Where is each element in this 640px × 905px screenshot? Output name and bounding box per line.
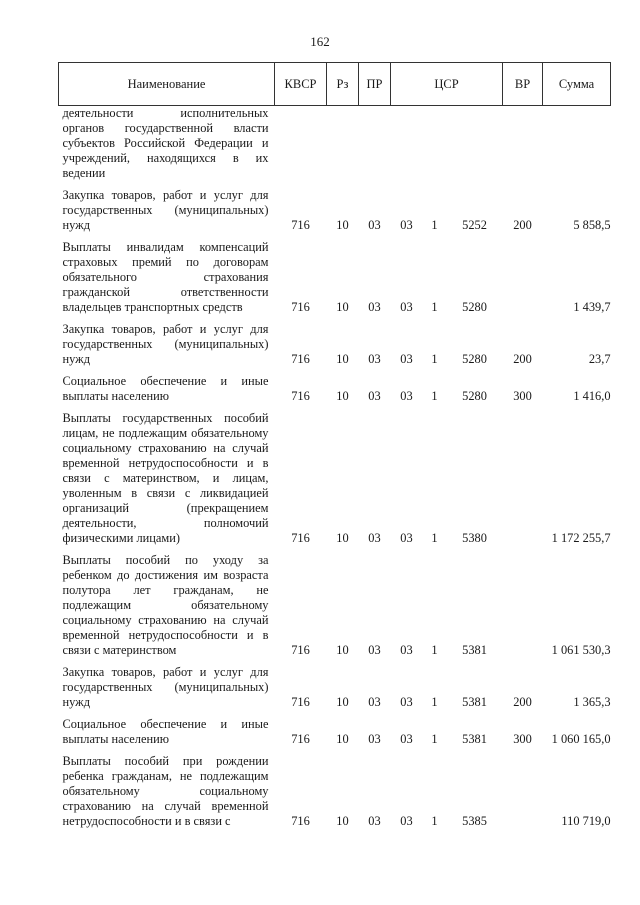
row-pr: 03 xyxy=(368,695,381,709)
row-rz: 10 xyxy=(336,352,349,366)
row-kvsr xyxy=(275,106,327,187)
row-name: Закупка товаров, работ и услуг для государственных (муниципальных) нужд xyxy=(62,665,269,709)
row-rz: 10 xyxy=(336,695,349,709)
row-kvsr: 716 xyxy=(291,814,310,828)
row-pr: 03 xyxy=(368,300,381,314)
row-pr: 03 xyxy=(368,389,381,403)
table-row xyxy=(59,663,611,715)
row-csr-2: 1 xyxy=(431,218,438,232)
row-sum xyxy=(543,106,611,187)
row-csr-2: 1 xyxy=(431,352,438,366)
header-rz: Рз xyxy=(327,63,359,106)
row-csr-1: 03 xyxy=(400,389,413,403)
row-csr-1: 03 xyxy=(400,814,413,828)
row-sum: 1 439,7 xyxy=(573,300,611,314)
header-vr: ВР xyxy=(503,63,543,106)
table-row xyxy=(59,106,611,187)
row-kvsr: 716 xyxy=(291,352,310,366)
row-rz: 10 xyxy=(336,814,349,828)
table-row xyxy=(59,238,611,320)
row-pr: 03 xyxy=(368,732,381,746)
header-sum: Сумма xyxy=(543,63,611,106)
row-csr-2: 1 xyxy=(431,389,438,403)
row-csr-3 xyxy=(447,106,503,187)
table-header-row xyxy=(59,63,611,106)
row-csr-2 xyxy=(423,106,447,187)
row-pr: 03 xyxy=(368,643,381,657)
row-rz: 10 xyxy=(336,643,349,657)
row-csr-1: 03 xyxy=(400,531,413,545)
row-csr-3: 5381 xyxy=(462,695,487,709)
row-csr-1: 03 xyxy=(400,300,413,314)
row-csr-3: 5280 xyxy=(462,300,487,314)
row-vr xyxy=(503,551,543,663)
row-sum: 1 172 255,7 xyxy=(551,531,611,545)
row-sum: 1 060 165,0 xyxy=(551,732,611,746)
row-csr-2: 1 xyxy=(431,695,438,709)
row-sum: 1 061 530,3 xyxy=(551,643,611,657)
row-kvsr: 716 xyxy=(291,218,310,232)
row-csr-2: 1 xyxy=(431,531,438,545)
row-name: Закупка товаров, работ и услуг для государственных (муниципальных) нужд xyxy=(62,188,269,232)
row-name: Закупка товаров, работ и услуг для государственных (муниципальных) нужд xyxy=(62,322,269,366)
row-name: Выплаты пособий по уходу за ребенком до достижения им возраста полутора лет гражданам, не подлежащим обязательному социальному страхованию на случай временной нетрудоспособности и в связи с материнством xyxy=(62,553,269,657)
table-row xyxy=(59,752,611,834)
row-name: Социальное обеспечение и иные выплаты населению xyxy=(62,374,269,403)
row-vr: 200 xyxy=(513,218,532,232)
row-vr: 300 xyxy=(513,732,532,746)
row-csr-1: 03 xyxy=(400,643,413,657)
row-pr: 03 xyxy=(368,218,381,232)
row-csr-3: 5385 xyxy=(462,814,487,828)
row-kvsr: 716 xyxy=(291,643,310,657)
row-kvsr: 716 xyxy=(291,695,310,709)
row-kvsr: 716 xyxy=(291,732,310,746)
header-csr: ЦСР xyxy=(391,63,503,106)
table-row xyxy=(59,551,611,663)
row-name: деятельности исполнительных органов государственной власти субъектов Российской Федерации и учреждений, находящихся в их ведении xyxy=(62,106,269,180)
page-number: 162 xyxy=(310,34,330,49)
row-rz: 10 xyxy=(336,389,349,403)
row-sum: 1 416,0 xyxy=(573,389,611,403)
row-sum: 23,7 xyxy=(588,352,611,366)
row-vr xyxy=(503,409,543,551)
row-csr-1: 03 xyxy=(400,695,413,709)
row-rz: 10 xyxy=(336,218,349,232)
row-name: Социальное обеспечение и иные выплаты населению xyxy=(62,717,269,746)
row-pr xyxy=(359,106,391,187)
row-kvsr: 716 xyxy=(291,531,310,545)
row-name: Выплаты пособий при рождении ребенка гражданам, не подлежащим обязательному социальному страхованию на случай временной нетрудоспособности и в связи с xyxy=(62,754,269,828)
row-pr: 03 xyxy=(368,531,381,545)
row-rz: 10 xyxy=(336,300,349,314)
row-csr-3: 5280 xyxy=(462,389,487,403)
row-csr-1 xyxy=(391,106,423,187)
row-csr-3: 5280 xyxy=(462,352,487,366)
budget-table xyxy=(58,62,611,834)
row-csr-3: 5380 xyxy=(462,531,487,545)
table-row xyxy=(59,320,611,372)
row-rz: 10 xyxy=(336,531,349,545)
row-name: Выплаты государственных пособий лицам, не подлежащим обязательному социальному страхованию на случай временной нетрудоспособности и в связи с материнством, и лицам, уволенным в связи с ликвидацией организаций (прекращением деятельности, полномочий физическими лицами) xyxy=(62,411,269,545)
row-csr-2: 1 xyxy=(431,643,438,657)
row-csr-3: 5252 xyxy=(462,218,487,232)
row-vr: 200 xyxy=(513,352,532,366)
row-csr-1: 03 xyxy=(400,352,413,366)
row-csr-2: 1 xyxy=(431,814,438,828)
row-vr: 200 xyxy=(513,695,532,709)
row-vr xyxy=(503,238,543,320)
row-pr: 03 xyxy=(368,352,381,366)
row-vr xyxy=(503,752,543,834)
row-csr-3: 5381 xyxy=(462,732,487,746)
row-csr-2: 1 xyxy=(431,300,438,314)
table-row xyxy=(59,372,611,409)
row-rz: 10 xyxy=(336,732,349,746)
header-name: Наименование xyxy=(59,63,275,106)
row-csr-2: 1 xyxy=(431,732,438,746)
header-kvsr: КВСР xyxy=(275,63,327,106)
table-row xyxy=(59,715,611,752)
table-row xyxy=(59,186,611,238)
table-row xyxy=(59,409,611,551)
row-sum: 110 719,0 xyxy=(561,814,611,828)
row-sum: 5 858,5 xyxy=(573,218,611,232)
row-kvsr: 716 xyxy=(291,389,310,403)
row-kvsr: 716 xyxy=(291,300,310,314)
row-rz xyxy=(327,106,359,187)
row-vr: 300 xyxy=(513,389,532,403)
header-pr: ПР xyxy=(359,63,391,106)
row-csr-1: 03 xyxy=(400,218,413,232)
row-name: Выплаты инвалидам компенсаций страховых премий по договорам обязательного страхования гражданской ответственности владельцев транспортных средств xyxy=(62,240,269,314)
row-vr xyxy=(503,106,543,187)
row-csr-3: 5381 xyxy=(462,643,487,657)
row-sum: 1 365,3 xyxy=(573,695,611,709)
row-csr-1: 03 xyxy=(400,732,413,746)
row-pr: 03 xyxy=(368,814,381,828)
